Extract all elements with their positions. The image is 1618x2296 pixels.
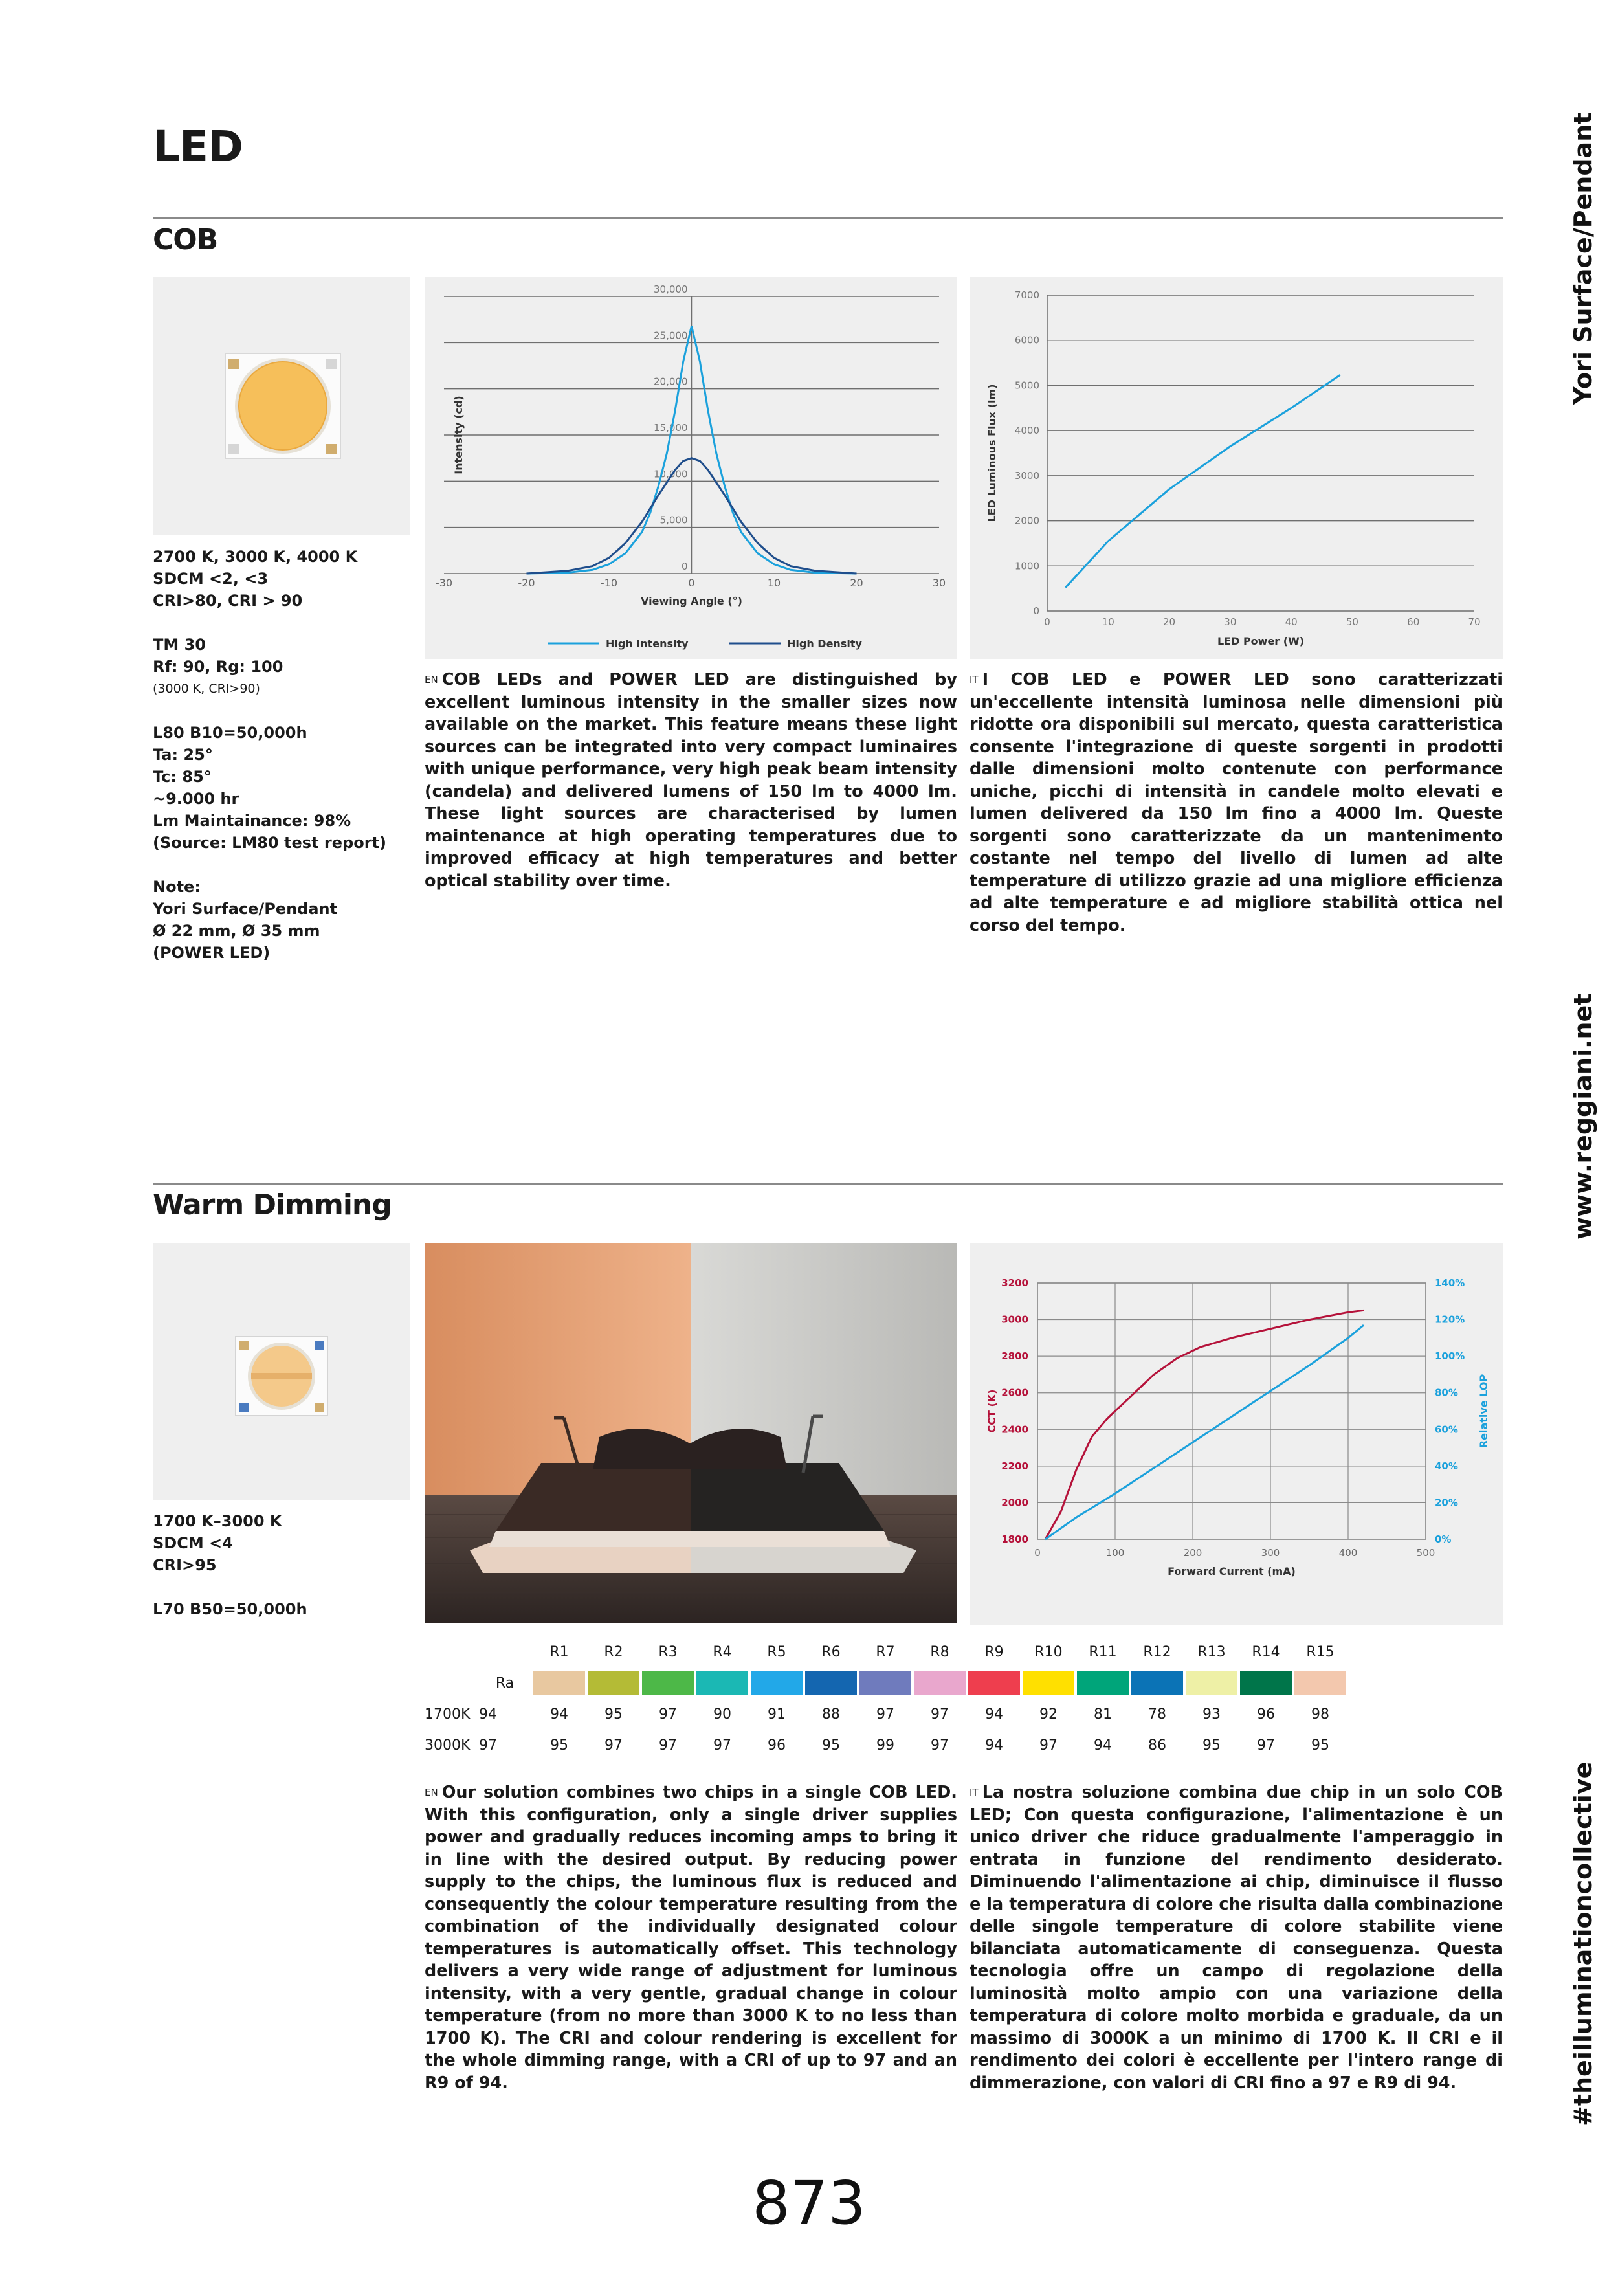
cob-divider — [153, 217, 1503, 219]
x-tick-label: 50 — [1346, 616, 1358, 628]
ra-cell: 95 — [1311, 1737, 1329, 1754]
spec-line: 1700 K–3000 K — [153, 1512, 282, 1530]
ra-cell: 97 — [659, 1706, 677, 1722]
page-number: 873 — [752, 2168, 866, 2238]
ra-table — [422, 1636, 1349, 1761]
y2-tick-label: 20% — [1435, 1497, 1458, 1509]
warm-text-en: $^{EN}$ Our solution combines two chips in a single COB LED. With this configuration, only a single driver supplies power and gradually reduces incoming amps to bring it in line with the desired output. By reducing power supply to the chips, the luminous flux is reduced and consequently the colour temperature resulting from the combination of the individually designated colour temperatures is automatically offset. This technology delivers a very wide range of adjustment for luminous intensity, with a very gentle, gradual change in colour temperature (from no more than 3000 K to no less than 1700 K). The CRI and colour rendering is excellent for the whole dimming range, with a CRI of up to 97 and an R9 of 94. — [425, 1783, 957, 2093]
ra-swatch — [1023, 1667, 1074, 1699]
ra-col-header: R8 — [930, 1644, 949, 1660]
legend-label: High Density — [787, 638, 862, 650]
ra-col-header: R14 — [1252, 1644, 1280, 1660]
spec-line: 2700 K, 3000 K, 4000 K — [153, 548, 358, 566]
y-tick-label: 2600 — [1001, 1387, 1028, 1399]
bedroom-photo — [425, 1243, 957, 1623]
y-tick-label: 2400 — [1001, 1423, 1028, 1436]
y2-tick-label: 40% — [1435, 1460, 1458, 1472]
ra-cell: 81 — [1094, 1706, 1112, 1722]
x-tick-label: 40 — [1285, 616, 1298, 628]
ra-cell: 78 — [1148, 1706, 1166, 1722]
y-tick-label: 3200 — [1001, 1277, 1028, 1289]
spec-line: Lm Maintainance: 98% — [153, 812, 351, 830]
ra-col-header: R3 — [658, 1644, 678, 1660]
ra-cell: 96 — [1257, 1706, 1275, 1722]
ra-cell: 96 — [768, 1737, 786, 1754]
spec-line: Ta: 25° — [153, 746, 213, 764]
x-tick-label: 500 — [1416, 1547, 1435, 1559]
x-tick-label: 30 — [1224, 616, 1237, 628]
ra-cell: 86 — [1148, 1737, 1166, 1754]
ra-cell: 94 — [985, 1737, 1003, 1754]
y2-axis-label: Relative LOP — [1478, 1374, 1490, 1449]
y-tick-label: 5000 — [1014, 379, 1039, 392]
side-text-product: Yori Surface/Pendant — [1569, 112, 1597, 405]
ra-cell: 93 — [1202, 1706, 1221, 1722]
ra-swatch — [533, 1667, 585, 1699]
x-tick-label: -20 — [518, 577, 535, 589]
y-tick-label: 20,000 — [654, 375, 688, 388]
ra-cell: 97 — [1039, 1737, 1058, 1754]
ra-cell: 97 — [713, 1737, 731, 1754]
cob-text-it: $^{IT}$ I COB LED e POWER LED sono caratterizzati un'eccellente intensità luminosa nelle dimensioni più ridotte ora disponibili sul mercato, questa caratteristica consente l'integrazione di queste sorgenti in prodotti dalle dimensioni molto contenute con performance uniche, picchi di intensità in candele molto elevati e lumen delivered da 150 lm fino a 4000 lm. Queste sorgenti sono caratterizzate da un mantenimento costante nel tempo del livello di lumen ad alte temperature di utilizzo grazie ad una migliore efficienza ad alte temperature e ad migliore stabilità ottica nel corso del tempo. — [970, 670, 1503, 935]
spec-line: SDCM <4 — [153, 1534, 233, 1552]
x-tick-label: 20 — [850, 577, 863, 589]
ra-value: 97 — [479, 1737, 497, 1754]
cob-specs — [153, 546, 412, 964]
side-text-hashtag: #theilluminationcollective — [1569, 1761, 1597, 2126]
x-tick-label: 20 — [1163, 616, 1176, 628]
y-tick-label: 0 — [1033, 605, 1039, 617]
warm-specs — [153, 1510, 412, 1620]
spec-line: CRI>80, CRI > 90 — [153, 592, 303, 610]
legend-label: High Intensity — [606, 638, 689, 650]
x-tick-label: 100 — [1105, 1547, 1125, 1559]
spec-line: L80 B10=50,000h — [153, 724, 307, 742]
series-line — [1045, 1310, 1364, 1539]
ra-row — [425, 1730, 1346, 1761]
ra-cell: 95 — [550, 1737, 568, 1754]
y2-tick-label: 80% — [1435, 1387, 1458, 1399]
y-tick-label: 10,000 — [654, 468, 688, 480]
ra-swatch — [642, 1667, 694, 1699]
ra-col-header: R1 — [549, 1644, 569, 1660]
spec-line: (POWER LED) — [153, 944, 271, 962]
ra-col-header: R9 — [984, 1644, 1004, 1660]
y-tick-label: 3000 — [1001, 1313, 1028, 1326]
ra-swatch — [751, 1667, 803, 1699]
x-tick-label: -10 — [600, 577, 618, 589]
cob-text-en: $^{EN}$ COB LEDs and POWER LED are distinguished by excellent luminous intensity in the smaller sizes now available on the market. This feature means these light sources can be integrated into very compact luminaires with unique performance, very high peak beam intensity (candela) and delivered lumens of 150 lm to 4000 lm. These light sources are characterised by lumen maintenance at high operating temperatures due to improved efficacy at high temperatures and better optical stability over time. — [425, 670, 957, 891]
x-tick-label: 200 — [1183, 1547, 1202, 1559]
spec-line: SDCM <2, <3 — [153, 570, 269, 588]
side-text-website[interactable]: www.reggiani.net — [1569, 993, 1597, 1240]
x-axis-label: Viewing Angle (°) — [641, 595, 742, 607]
ra-cell: 95 — [1202, 1737, 1221, 1754]
y-axis-label: Intensity (cd) — [452, 396, 465, 474]
ra-swatch — [588, 1667, 639, 1699]
ra-cell: 88 — [822, 1706, 840, 1722]
ra-col-header: R5 — [767, 1644, 786, 1660]
ra-swatch — [1131, 1667, 1183, 1699]
spec-line: Note: — [153, 878, 201, 896]
ra-col-header: R12 — [1143, 1644, 1171, 1660]
cob-heading: COB — [153, 223, 218, 256]
y2-tick-label: 60% — [1435, 1423, 1458, 1436]
y-tick-label: 2800 — [1001, 1350, 1028, 1363]
y2-tick-label: 140% — [1435, 1277, 1465, 1289]
ra-cell: 95 — [604, 1706, 623, 1722]
y-tick-label: 2200 — [1001, 1460, 1028, 1472]
ra-col-header: R6 — [821, 1644, 841, 1660]
y-tick-label: 30,000 — [654, 284, 688, 295]
spec-line — [153, 700, 412, 722]
y-tick-label: 15,000 — [654, 422, 688, 434]
ra-cell: 98 — [1311, 1706, 1329, 1722]
ra-swatch — [859, 1667, 911, 1699]
ra-col-header: R10 — [1034, 1644, 1063, 1660]
ra-cell: 99 — [876, 1737, 894, 1754]
ra-label: Ra — [495, 1675, 515, 1691]
y-tick-label: 2000 — [1001, 1497, 1028, 1509]
x-tick-label: 10 — [1102, 616, 1114, 628]
warm-divider — [153, 1183, 1503, 1185]
ra-cell: 97 — [931, 1706, 949, 1722]
y-tick-label: 7000 — [1014, 289, 1039, 301]
intensity-chart — [425, 277, 957, 659]
x-tick-label: 0 — [1034, 1547, 1041, 1559]
ra-swatch — [1186, 1667, 1237, 1699]
series-line — [1065, 375, 1340, 587]
x-tick-label: 30 — [932, 577, 946, 589]
y-tick-label: 6000 — [1014, 334, 1039, 346]
x-tick-label: 60 — [1407, 616, 1420, 628]
ra-cell: 95 — [822, 1737, 840, 1754]
spec-line: Yori Surface/Pendant — [153, 900, 338, 918]
spec-line: (Source: LM80 test report) — [153, 834, 386, 852]
x-axis-label: Forward Current (mA) — [1168, 1565, 1296, 1577]
ra-cell: 97 — [604, 1737, 623, 1754]
spec-line: TM 30 — [153, 636, 206, 654]
y-axis-label: LED Luminous Flux (lm) — [986, 384, 998, 522]
spec-line — [153, 854, 412, 876]
warm-text-it: $^{IT}$ La nostra soluzione combina due chip in un solo COB LED; Con questa configurazione, l'alimentazione è un unico driver che riduce gradualmente l'amperaggio in entrata in funzione del rendimento desiderato. Diminuendo l'alimentazione ai chip, diminuisce il flusso e la temperatura di colore che risulta dalla combinazione delle singole temperature di colore stabilite viene bilanciata automaticamente di conseguenza. Questa tecnologia offre un campo di regolazione della luminosità molto ampio con una variazione della temperatura di colore molto morbida e graduale, da un massimo di 3000K a un minimo di 1700 K. Il CRI e il rendimento dei colori è eccellente per l'intero range di dimmerazione, con valori di CRI fino a 97 e R9 di 94. — [970, 1783, 1503, 2093]
spec-line: Tc: 85° — [153, 768, 212, 786]
ra-cell: 91 — [768, 1706, 786, 1722]
spec-line: Rf: 90, Rg: 100 — [153, 658, 283, 676]
ra-col-header: R11 — [1089, 1644, 1117, 1660]
ra-swatch — [696, 1667, 748, 1699]
y2-tick-label: 0% — [1435, 1533, 1452, 1545]
y-tick-label: 0 — [681, 561, 688, 572]
y-tick-label: 4000 — [1014, 425, 1039, 437]
ra-col-header: R7 — [876, 1644, 895, 1660]
warm-led-image — [153, 1243, 410, 1500]
spec-line: Ø 22 mm, Ø 35 mm — [153, 922, 320, 940]
ra-col-header: R13 — [1197, 1644, 1226, 1660]
x-tick-label: 70 — [1468, 616, 1481, 628]
y2-tick-label: 120% — [1435, 1313, 1465, 1326]
spec-line — [153, 1576, 412, 1598]
x-tick-label: 400 — [1338, 1547, 1358, 1559]
ra-cell: 97 — [1257, 1737, 1275, 1754]
ra-cell: 97 — [931, 1737, 949, 1754]
ra-value: 94 — [479, 1706, 497, 1722]
x-tick-label: 300 — [1261, 1547, 1280, 1559]
ra-swatch — [805, 1667, 857, 1699]
y-tick-label: 1800 — [1001, 1533, 1028, 1545]
ra-swatch — [914, 1667, 966, 1699]
y-axis-label: CCT (K) — [986, 1389, 998, 1433]
ra-cell: 94 — [1094, 1737, 1112, 1754]
ra-col-header: R15 — [1306, 1644, 1335, 1660]
ra-row — [425, 1699, 1346, 1730]
ra-cell: 92 — [1039, 1706, 1058, 1722]
ra-col-header: R2 — [604, 1644, 623, 1660]
ra-cell: 97 — [876, 1706, 894, 1722]
cob-led-image — [153, 277, 410, 535]
warm-heading: Warm Dimming — [153, 1188, 392, 1221]
spec-line: L70 B50=50,000h — [153, 1600, 307, 1618]
y-tick-label: 25,000 — [654, 329, 688, 342]
x-tick-label: -30 — [435, 577, 453, 589]
ra-swatch — [1240, 1667, 1292, 1699]
flux-chart — [970, 277, 1503, 659]
spec-line: (3000 K, CRI>90) — [153, 682, 260, 696]
y-tick-label: 2000 — [1014, 515, 1039, 527]
ra-swatch — [968, 1667, 1020, 1699]
ra-col-header: R4 — [713, 1644, 732, 1660]
spec-line: CRI>95 — [153, 1556, 217, 1574]
spec-line: ~9.000 hr — [153, 790, 239, 808]
series-line — [1045, 1325, 1364, 1539]
x-tick-label: 0 — [1044, 616, 1050, 628]
ra-swatch — [1294, 1667, 1346, 1699]
y-tick-label: 1000 — [1014, 560, 1039, 572]
ra-cell: 97 — [659, 1737, 677, 1754]
y-tick-label: 3000 — [1014, 469, 1039, 482]
y2-tick-label: 100% — [1435, 1350, 1465, 1363]
spec-line — [153, 612, 412, 634]
ra-swatch — [1077, 1667, 1129, 1699]
cct-chart — [970, 1243, 1503, 1625]
ra-cell: 90 — [713, 1706, 731, 1722]
plot-frame — [1037, 1283, 1426, 1539]
ra-row-label: 3000K — [425, 1737, 471, 1754]
ra-cell: 94 — [550, 1706, 568, 1722]
x-axis-label: LED Power (W) — [1217, 635, 1305, 647]
ra-cell: 94 — [985, 1706, 1003, 1722]
x-tick-label: 10 — [767, 577, 781, 589]
ra-row-label: 1700K — [425, 1706, 471, 1722]
page-title: LED — [153, 122, 243, 172]
y-tick-label: 5,000 — [659, 514, 688, 526]
x-tick-label: 0 — [688, 577, 695, 589]
